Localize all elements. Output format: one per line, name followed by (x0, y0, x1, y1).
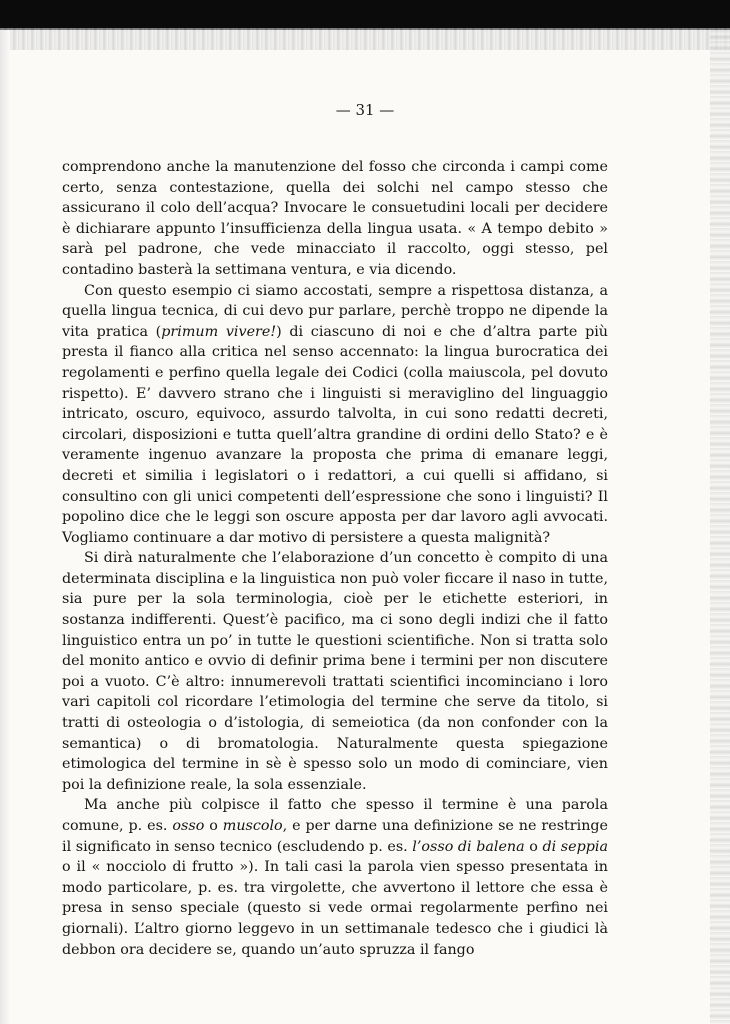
paragraph (62, 795, 608, 960)
text-run: Ma anche più colpisce il fatto che spesso il termine è una parola comune, p. es. (62, 797, 608, 834)
body-text (62, 157, 608, 960)
scan-top-edge-noise (0, 28, 730, 50)
text-run: comprendono anche la manutenzione del fosso che circonda i campi come certo, senza contestazione, quella dei solchi nel campo stesso che assicurano il colo dell’acqua? Invocare le consuetudini locali per decidere è dichiarare appunto l’insufficienza della lingua usata. « A tempo debito » sarà pel padrone, che vede minacciato il raccolto, oggi stesso, pel contadino basterà la settimana ventura, e via dicendo. (62, 159, 608, 278)
text-run: , e per darne una definizione se ne restringe il significato in senso tecnico (escludendo p. es. (62, 818, 609, 855)
scan-top-border (0, 0, 730, 30)
scan-left-edge (0, 30, 10, 1024)
italic-phrase: muscolo (222, 818, 283, 834)
text-run: ) di ciascuno di noi e che d’altra parte più presta il fianco alla critica nel senso accennato: la lingua burocratica dei regolamenti e perfino quella legale dei Codici (colla maiuscola, pel dovuto rispetto). E’ davvero strano che i linguisti si meraviglino del linguaggio intricato, oscuro, equivoco, assurdo talvolta, in cui sono redatti decreti, circolari, disposizioni e tutta quell’altra grandine di ordini dello Stato? e è veramente ingenuo avanzare la proposta che prima di emanare leggi, decreti et similia i legislatori o i redattori, a cui quelli si affidano, si consultino con gli unici competenti dell’espressione che sono i linguisti? Il popolino dice che le leggi son oscure apposta per dar lavoro agli avvocati. Vogliamo continuare a dar motivo di persistere a questa malignità? (62, 323, 609, 546)
page-number: — 31 — (335, 101, 395, 119)
paragraph (62, 281, 608, 549)
italic-phrase: l’osso di balena (412, 838, 525, 855)
scan-right-edge-noise (710, 30, 730, 1024)
text-run: Con questo esempio ci siamo accostati, sempre a rispettosa distanza, a quella lingua tecnica, di cui devo pur parlare, perchè troppo ne dipende la vita pratica ( (62, 282, 608, 340)
italic-phrase: osso (172, 818, 205, 834)
text-run: o (204, 818, 223, 834)
text-run: Si dirà naturalmente che l’elaborazione d’un concetto è compito di una determinata disciplina e la linguistica non può voler ficcare il naso in tutte, sia pure per la sola terminologia, cioè per le etichette esteriori, in sostanza indifferenti. Quest’è pacifico, ma ci sono degli indizi che il fatto linguistico entra un po’ in tutte le questioni scientifiche. Non si tratta solo del monito antico e ovvio di definir prima bene i termini per non discutere poi a vuoto. C’è altro: innumerevoli trattati scientifici incominciano i loro vari capitoli col ricordare l’etimologia del termine che serve da titolo, si tratti di osteologia o d’istologia, di semeiotica (da non confonder con la semantica) o di bromatologia. Naturalmente questa spiegazione etimologica del termine in sè è spesso solo un modo di cominciare, vien poi la definizione reale, la sola essenziale. (62, 550, 608, 793)
italic-phrase: di seppia (542, 838, 609, 855)
paragraph (62, 548, 608, 795)
paragraph (62, 157, 608, 281)
italic-phrase: primum vivere! (161, 323, 277, 340)
text-run: o il « nocciolo di frutto »). In tali casi la parola vien spesso presentata in modo particolare, p. es. tra virgolette, che avvertono il lettore che essa è presa in senso speciale (questo si vede ormai regolarmente perfino nei giornali). L’altro giorno leggevo in un settimanale tedesco che i giudici là debbon ora decidere se, quando un’auto spruzza il fango (62, 859, 608, 958)
text-run: o (524, 838, 543, 855)
